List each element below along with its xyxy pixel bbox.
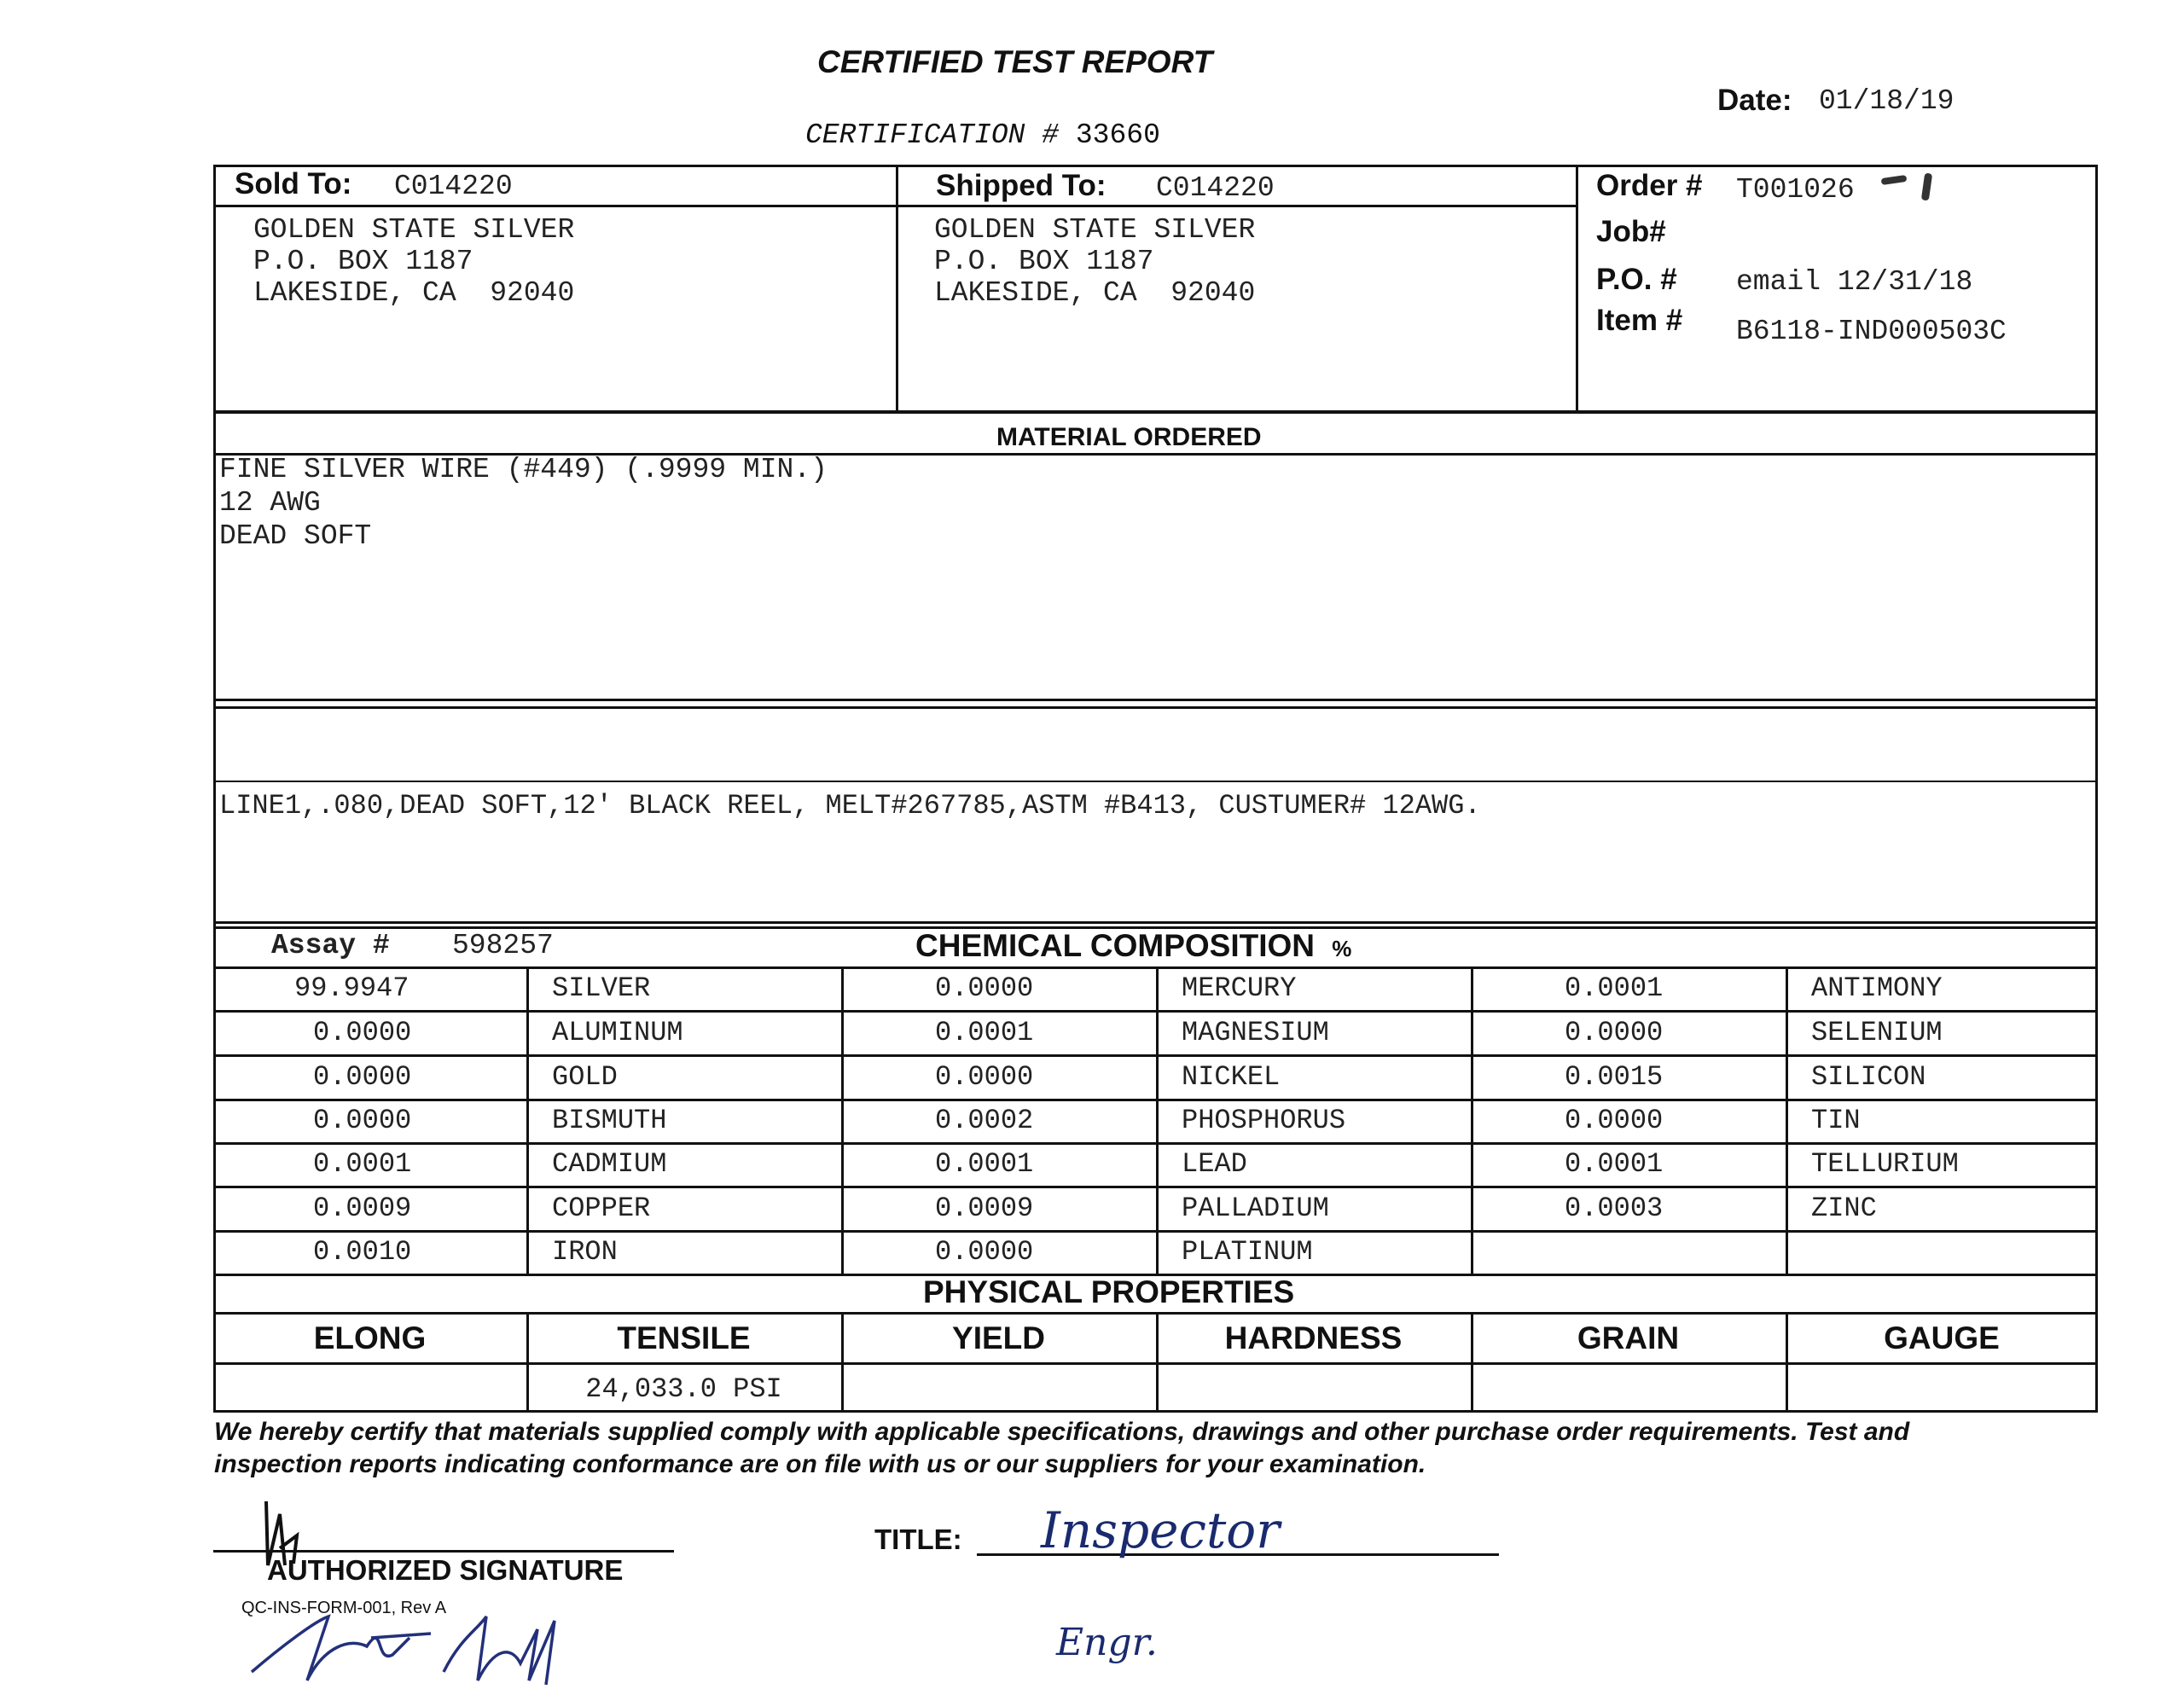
material-line: DEAD SOFT (219, 520, 372, 552)
assay-label: Assay # (271, 930, 390, 961)
physical-value (213, 1365, 526, 1413)
element-name: SILICON (1811, 1060, 1926, 1093)
element-percentage: 0.0000 (313, 1060, 412, 1093)
element-percentage: 0.0001 (1565, 1148, 1664, 1180)
table-rule (841, 966, 844, 1274)
chemistry-heading (915, 928, 1351, 964)
divider (213, 706, 2098, 709)
material-line: FINE SILVER WIRE (#449) (.9999 MIN.) (219, 454, 828, 485)
element-percentage: 99.9947 (294, 972, 410, 1004)
physical-value (1786, 1365, 2098, 1413)
table-rule (526, 966, 529, 1274)
element-name: COPPER (552, 1192, 651, 1224)
certify-statement: We hereby certify that materials supplied comply with applicable specifications, drawings and other purchase order requirements. Test and (214, 1418, 1910, 1446)
physical-heading: PHYSICAL PROPERTIES (923, 1274, 1295, 1309)
shipped-to-address-line: LAKESIDE, CA 92040 (934, 277, 1256, 309)
element-name: PALLADIUM (1182, 1192, 1329, 1224)
element-percentage: 0.0000 (935, 972, 1034, 1004)
physical-value: 24,033.0 PSI (585, 1373, 782, 1405)
element-name: TIN (1811, 1105, 1861, 1136)
table-rule (1156, 966, 1159, 1274)
element-name: MAGNESIUM (1182, 1016, 1329, 1048)
divider (1576, 165, 1578, 411)
title-label: TITLE: (874, 1524, 962, 1555)
element-percentage: 0.0001 (935, 1016, 1034, 1048)
element-percentage: 0.0000 (1565, 1016, 1664, 1048)
element-percentage: 0.0002 (935, 1105, 1034, 1136)
sold-to-address-line: P.O. BOX 1187 (253, 246, 473, 277)
element-percentage: 0.0000 (1565, 1105, 1664, 1136)
sold-to-code: C014220 (394, 171, 513, 202)
physical-value (841, 1365, 1156, 1413)
element-name: PHOSPHORUS (1182, 1105, 1346, 1136)
po-label: P.O. # (1596, 263, 1677, 296)
date-label: Date: (1717, 84, 1792, 117)
table-rule (1471, 966, 1473, 1274)
order-label: Order # (1596, 169, 1703, 202)
element-percentage: 0.0010 (313, 1236, 412, 1268)
shipped-to-label: Shipped To: (936, 169, 1107, 202)
table-rule (1786, 966, 1788, 1274)
chemistry-unit: % (1332, 936, 1352, 961)
material-line: 12 AWG (219, 487, 321, 519)
sold-to-label: Sold To: (235, 167, 352, 200)
physical-column-header: GAUGE (1884, 1320, 2000, 1355)
job-label: Job# (1596, 215, 1666, 248)
element-percentage: 0.0009 (935, 1192, 1034, 1224)
physical-column-header: TENSILE (617, 1320, 751, 1355)
title-value: Inspector (1041, 1501, 1280, 1559)
order-value: T001026 (1736, 174, 1855, 206)
certification-label: CERTIFICATION # (805, 119, 1060, 151)
element-name: SILVER (552, 972, 651, 1004)
physical-column-header: GRAIN (1577, 1320, 1680, 1355)
item-value: B6118-IND000503C (1736, 316, 2007, 347)
divider (213, 781, 2098, 782)
element-name: TELLURIUM (1811, 1148, 1959, 1180)
element-name: PLATINUM (1182, 1236, 1313, 1268)
element-percentage: 0.0009 (313, 1192, 412, 1224)
element-percentage: 0.0000 (313, 1016, 412, 1048)
physical-column-header: ELONG (313, 1320, 427, 1355)
element-name: GOLD (552, 1060, 618, 1093)
element-percentage: 0.0003 (1565, 1192, 1664, 1224)
element-percentage: 0.0000 (935, 1236, 1034, 1268)
element-name: BISMUTH (552, 1105, 667, 1136)
po-value: email 12/31/18 (1736, 266, 1973, 298)
certification-number: 33660 (1075, 119, 1160, 151)
shipped-to-code: C014220 (1156, 172, 1275, 204)
element-name: LEAD (1182, 1148, 1247, 1180)
element-name: NICKEL (1182, 1060, 1281, 1093)
element-name: MERCURY (1182, 972, 1297, 1004)
divider (896, 165, 898, 411)
divider (213, 205, 1576, 207)
element-name: ZINC (1811, 1192, 1877, 1224)
element-name: ANTIMONY (1811, 972, 1943, 1004)
chemistry-heading-text: CHEMICAL COMPOSITION (915, 928, 1315, 963)
material-heading: MATERIAL ORDERED (996, 423, 1262, 451)
element-name: ALUMINUM (552, 1016, 683, 1048)
report-title: CERTIFIED TEST REPORT (817, 44, 1213, 79)
divider (213, 699, 2098, 701)
divider (213, 410, 2098, 414)
element-percentage: 0.0001 (313, 1148, 412, 1180)
item-label: Item # (1596, 304, 1683, 337)
shipped-to-address-line: P.O. BOX 1187 (934, 246, 1154, 277)
assay-number: 598257 (452, 930, 554, 961)
element-name: CADMIUM (552, 1148, 667, 1180)
sold-to-address-line: LAKESIDE, CA 92040 (253, 277, 575, 309)
certify-statement: inspection reports indicating conformance are on file with us or our suppliers for your examination. (214, 1450, 1426, 1478)
shipped-to-address-line: GOLDEN STATE SILVER (934, 214, 1256, 246)
handwritten-signature (247, 1612, 606, 1689)
element-percentage: 0.0000 (313, 1105, 412, 1136)
sold-to-address-line: GOLDEN STATE SILVER (253, 214, 575, 246)
form-id: QC-INS-FORM-001, Rev A (241, 1599, 447, 1617)
physical-column-header: YIELD (952, 1320, 1045, 1355)
physical-column-header: HARDNESS (1224, 1320, 1403, 1355)
material-notes: LINE1,.080,DEAD SOFT,12' BLACK REEL, MELT#267785,ASTM #B413, CUSTUMER# 12AWG. (219, 790, 1481, 821)
divider (213, 921, 2098, 924)
title-value-secondary: Engr. (1056, 1621, 1158, 1664)
element-percentage: 0.0015 (1565, 1060, 1664, 1093)
element-name: SELENIUM (1811, 1016, 1943, 1048)
date-value: 01/18/19 (1819, 85, 1955, 117)
certification (805, 119, 1160, 151)
physical-value (1156, 1365, 1471, 1413)
element-percentage: 0.0001 (935, 1148, 1034, 1180)
element-percentage: 0.0001 (1565, 972, 1664, 1004)
physical-value (1471, 1365, 1786, 1413)
signature-label: AUTHORIZED SIGNATURE (267, 1554, 624, 1586)
element-percentage: 0.0000 (935, 1060, 1034, 1093)
element-name: IRON (552, 1236, 618, 1268)
